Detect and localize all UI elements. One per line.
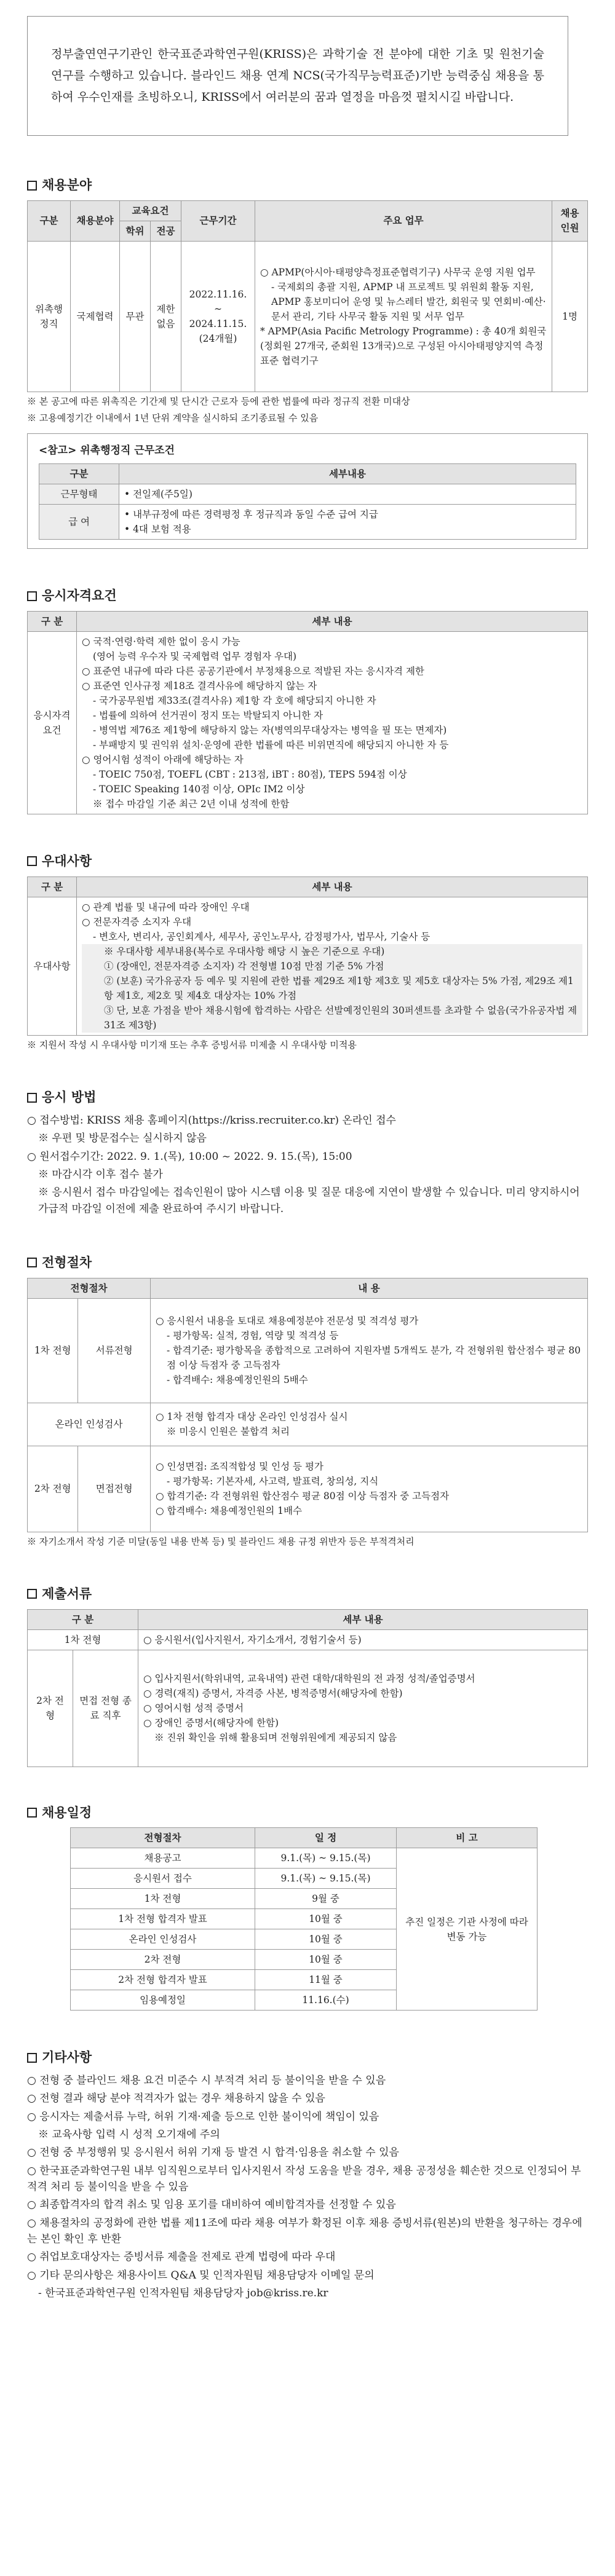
qualify-item: - 국가공무원법 제33조(결격사유) 제1항 각 호에 해당되지 아니한 자	[93, 695, 376, 707]
etc-item: ○ 한국표준과학연구원 내부 임직원으로부터 입사지원서 작성 도움을 받을 경우, 채용 공정성을 훼손한 것으로 인정되어 부적격 처리 등 불이익을 받을 수 있음	[27, 2164, 581, 2193]
section-etc	[27, 2047, 588, 2301]
apply-list	[27, 1113, 588, 1217]
section-title-prefer: 우대사항	[27, 851, 588, 872]
recruit-table	[27, 200, 588, 392]
section-qualify	[27, 586, 588, 814]
process-item: - 평가항목: 기본자세, 사고력, 발표력, 창의성, 지식	[167, 1476, 379, 1487]
qualify-list	[77, 631, 588, 814]
apply-item: ○ 접수방법: KRISS 채용 홈페이지(https://kriss.recruiter.co.kr) 온라인 접수	[27, 1114, 396, 1127]
cell-degree: 무관	[120, 242, 151, 392]
process-table: 전형절차 내 용 1차 전형 서류전형 ○ 응시원서 내용을 토대로 채용예정분야 전문성 및 적격성 평가 - 평가항목: 실적, 경험, 역량 및 적격성 등 - 합격기준: 평가항목을 종합적으로 고려하여 지원자별 5개씩도 분가, 각 전형위원 합산점수 평균 80점 이상 득점자 중 고득점자 - 합격배수: 채용예정인원의 5배수 온라인 인성검사 ○ 1차 전형 합격자 대상 온라인 인성검사 실시 ※ 미응시 인원은 불합격 처리 2차 전형 면접전형 ○ 인성면접: 조직적합성 및 인성 등 평가 - 평가항목: 기본자세, 사고력, 발표력, 창의성, 지식 ○ 합격기준: 각 전형위원 합산점수 평균 80점 이상 득점자 중 고득점자 ○ 합격배수: 채용예정인원의 1배수	[27, 1278, 588, 1532]
docs-item: ※ 진위 확인을 위해 활용되며 전형위원에게 제공되지 않음	[154, 1732, 397, 1744]
etc-item: - 한국표준과학연구원 인적자원팀 채용담당자 job@kriss.re.kr	[38, 2286, 328, 2299]
etc-item: ○ 전형 중 블라인드 채용 요건 미준수 시 부적격 처리 등 불이익을 받을 수 있음	[27, 2074, 386, 2087]
docs-item: ○ 영어시험 성적 증명서	[143, 1703, 244, 1714]
checkbox-square-icon	[27, 181, 37, 191]
prefer-item: ② (보훈) 국가유공자 등 예우 및 지원에 관한 법률 제29조 제1항 제3호 및 제5호 대상자는 5% 가점, 제29조 제1항 제1호, 제2호 및 제4호 대상자는 10% 가점	[82, 974, 582, 1003]
qualify-item: (영어 능력 우수자 및 국제협력 업무 경험자 우대)	[93, 650, 297, 662]
process-stage-1-detail	[151, 1298, 588, 1403]
apply-item: ※ 우편 및 방문접수는 실시하지 않음	[38, 1132, 207, 1145]
recruit-note-1: ※ 본 공고에 따른 위촉직은 기간제 및 단시간 근로자 등에 관한 법률에 따라 정규직 전환 미대상	[27, 396, 410, 407]
prefer-item: ③ 단, 보훈 가점을 받아 채용시험에 합격하는 사람은 선발예정인원의 30퍼센트를 초과할 수 없음(국가유공자법 제31조 제3항)	[82, 1003, 582, 1033]
qualify-table: 구 분 세부 내용 응시자격요건 ○ 국적·연령·학력 제한 없이 응시 가능 (영어 능력 우수자 및 국제협력 업무 경험자 우대) ○ 표준연 내규에 따라 다른 공공기관에서 부정채용으로 적발된 자는 응시자격 제한 ○ 표준연 인사규정 제18조 결격사유에 해당하지 않는 자 - 국가공무원법 제33조(결격사유) 제1항 각 호에 해당되지 아니한 자 - 법률에 의하여 선거권이 정지 또는 박탈되지 아니한 자 - 병역법 제76조 제1항에 해당하지 않는 자(병역의무대상자는 병역을 필 또는 면제자) - 부패방지 및 권익위 설치·운영에 관한 법률에 따른 비위면직에 해당되지 아니한 자 등 ○ 영어시험 성적이 아래에 해당하는 자 - TOEIC 750점, TOEFL (CBT : 213점, iBT : 80점), TEPS 594점 이상 - TOEIC Speaking 140점 이상, OPIc IM2 이상 ※ 접수 마감일 기준 최근 2년 이내 성적에 한함	[27, 611, 588, 814]
prefer-note: ※ 지원서 작성 시 우대사항 미기재 또는 추후 증빙서류 미제출 시 우대사항 미적용	[27, 1039, 357, 1050]
schedule-table: 전형절차 일 정 비 고 채용공고 9.1.(목) ~ 9.15.(목) 추진 일정은 기관 사정에 따라 변동 가능 응시원서 접수 9.1.(목) ~ 9.15.(목) 1차 전형 9월 중 1차 전형 합격자 발표 10월 중 온라인 인성검사 10월 중 2차 전형 10월 중 2차 전형 합격자 발표 11월 중 임용예정일 11.16.(수)	[70, 1827, 538, 2011]
checkbox-square-icon	[27, 1589, 37, 1599]
cell-field: 국제협력	[71, 242, 120, 392]
qualify-item: - 부패방지 및 권익위 설치·운영에 관한 법률에 따른 비위면직에 해당되지 아니한 자 등	[93, 739, 449, 751]
checkbox-square-icon	[27, 1093, 37, 1103]
section-title-docs: 제출서류	[27, 1584, 588, 1604]
th-edu: 교육요건	[120, 200, 181, 221]
section-process	[27, 1253, 588, 1548]
intro-text: 정부출연연구기관인 한국표준과학연구원(KRISS)은 과학기술 전 분야에 대한 기초 및 원천기술 연구를 수행하고 있습니다. 블라인드 채용 연계 NCS(국가직무능력표준)기반 능력중심 채용을 통하여 우수인재를 초빙하오니, KRISS에서 여러분의 꿈과 열정을 마음껏 펼치시길 바랍니다.	[51, 47, 544, 104]
qualify-item: - TOEIC 750점, TOEFL (CBT : 213점, iBT : 80점), TEPS 594점 이상	[93, 769, 407, 781]
ref-title: <참고> 위촉행정직 근무조건	[39, 444, 175, 457]
process-item: ○ 1차 전형 합격자 대상 온라인 인성검사 실시	[156, 1411, 348, 1423]
th-field: 채용분야	[71, 200, 120, 241]
schedule-date: 10월 중	[255, 1909, 397, 1929]
etc-list	[27, 2073, 588, 2301]
section-prefer	[27, 851, 588, 1052]
schedule-date: 11월 중	[255, 1970, 397, 1990]
schedule-stage: 임용예정일	[71, 1990, 255, 2011]
schedule-date: 9.1.(목) ~ 9.15.(목)	[255, 1869, 397, 1889]
apply-item: ○ 원서접수기간: 2022. 9. 1.(목), 10:00 ~ 2022. 9. 15.(목), 15:00	[27, 1150, 352, 1163]
process-online-test-detail	[151, 1403, 588, 1446]
recruit-note-2: ※ 고용예정기간 이내에서 1년 단위 계약을 실시하되 조기종료될 수 있음	[27, 412, 319, 423]
schedule-date: 9.1.(목) ~ 9.15.(목)	[255, 1848, 397, 1869]
section-apply	[27, 1087, 588, 1217]
cell-duty: ○ APMP(아시아·태평양측정표준협력기구) 사무국 운영 지원 업무 - 국제회의 총괄 지원, APMP 내 프로젝트 및 위원회 활동 지원, APMP 홍보미디어 운영 및 뉴스레터 발간, 회원국 및 연회비·예산·문서 관리, 기타 사무국 활동 지원 및 서무 업무 * APMP(Asia Pacific Metrology Programme) : 총 40개 회원국(정회원 27개국, 준회원 13개국)으로 구성된 아시아태평양지역 측정표준 협력기구	[255, 242, 552, 392]
section-title-qualify: 응시자격요건	[27, 586, 588, 606]
prefer-item: ○ 관계 법률 및 내규에 따라 장애인 우대	[82, 901, 250, 913]
schedule-date: 9월 중	[255, 1889, 397, 1909]
schedule-stage: 1차 전형	[71, 1889, 255, 1909]
th-major: 전공	[151, 221, 181, 241]
checkbox-square-icon	[27, 1258, 37, 1267]
section-title-apply: 응시 방법	[27, 1087, 588, 1108]
schedule-remark: 추진 일정은 기관 사정에 따라 변동 가능	[397, 1848, 538, 2011]
th-count: 채용인원	[552, 200, 588, 241]
process-item: ○ 인성면접: 조직적합성 및 인성 등 평가	[156, 1461, 323, 1472]
docs-item: ○ 경력(재직) 증명서, 자격증 사본, 병적증명서(해당자에 한함)	[143, 1688, 403, 1700]
section-recruit	[27, 175, 588, 549]
process-note: ※ 자기소개서 작성 기준 미달(동일 내용 반복 등) 및 블라인드 채용 규정 위반자 등은 부적격처리	[27, 1535, 415, 1547]
prefer-table: 구 분 세부 내용 우대사항 ○ 관계 법률 및 내규에 따라 장애인 우대 ○ 전문자격증 소지자 우대 - 변호사, 변리사, 공인회계사, 세무사, 공인노무사, 감정평가사, 법무사, 기술사 등 ※ 우대사항 세부내용(복수로 우대사항 해당 시 높은 기준으로 우대) ① (장애인, 전문자격증 소지자) 각 전형별 10점 만점 기준 5% 가점 ② (보훈) 국가유공자 등 예우 및 지원에 관한 법률 제29조 제1항 제3호 및 제5호 대상자는 5% 가점, 제29조 제1항 제1호, 제2호 및 제4호 대상자는 10% 가점 ③ 단, 보훈 가점을 받아 채용시험에 합격하는 사람은 선발예정인원의 30퍼센트를 초과할 수 없음(국가유공자법 제31조 제3항)	[27, 876, 588, 1036]
etc-item: ○ 전형 중 부정행위 및 응시원서 허위 기재 등 발견 시 합격·임용을 취소할 수 있음	[27, 2146, 399, 2159]
ref-box	[27, 433, 588, 549]
cell-category: 위촉행정직	[28, 242, 71, 392]
ref-label-1: 급 여	[39, 505, 119, 540]
schedule-stage: 응시원서 접수	[71, 1869, 255, 1889]
qualify-item: ※ 접수 마감일 기준 최근 2년 이내 성적에 한함	[93, 798, 290, 810]
qualify-item: - 병역법 제76조 제1항에 해당하지 않는 자(병역의무대상자는 병역을 필 또는 면제자)	[93, 725, 447, 736]
cell-major: 제한없음	[151, 242, 181, 392]
process-item: - 평가항목: 실적, 경험, 역량 및 적격성 등	[167, 1330, 339, 1341]
prefer-label: 우대사항	[28, 897, 77, 1035]
th-period: 근무기간	[181, 200, 255, 241]
etc-item: ○ 취업보호대상자는 증빙서류 제출을 전제로 관계 법령에 따라 우대	[27, 2251, 336, 2264]
docs-stage-2-detail	[138, 1650, 588, 1767]
prefer-item: ○ 전문자격증 소지자 우대	[82, 916, 192, 928]
section-title-recruit: 채용분야	[27, 175, 588, 195]
apply-item: ※ 응시원서 접수 마감일에는 접속인원이 많아 시스템 이용 및 질문 대응에 지연이 발생할 수 있습니다. 미리 양지하시어 가급적 마감일 이전에 제출 완료하여 주시기 바랍니다.	[38, 1186, 580, 1215]
checkbox-square-icon	[27, 856, 37, 866]
th-duty: 주요 업무	[255, 200, 552, 241]
docs-item: ○ 응시원서(입사지원서, 자기소개서, 경험기술서 등)	[143, 1634, 362, 1645]
qualify-item: ○ 영어시험 성적이 아래에 해당하는 자	[82, 754, 244, 766]
etc-item: ○ 응시자는 제출서류 누락, 허위 기재·제출 등으로 인한 불이익에 책임이 있음	[27, 2110, 379, 2123]
prefer-list	[77, 897, 588, 1035]
schedule-stage: 1차 전형 합격자 발표	[71, 1909, 255, 1929]
section-title-schedule: 채용일정	[27, 1803, 588, 1823]
th-degree: 학위	[120, 221, 151, 241]
etc-item: ○ 전형 결과 해당 분야 적격자가 없는 경우 채용하지 않을 수 있음	[27, 2092, 325, 2105]
etc-item: ○ 기타 문의사항은 채용사이트 Q&A 및 인적자원팀 채용담당자 이메일 문의	[27, 2269, 375, 2282]
section-docs	[27, 1584, 588, 1767]
etc-item: ○ 채용절차의 공정화에 관한 법률 제11조에 따라 채용 여부가 확정된 이후 채용 증빙서류(원본)의 반환을 청구하는 경우에는 본인 확인 후 반환	[27, 2216, 582, 2245]
prefer-item: - 변호사, 변리사, 공인회계사, 세무사, 공인노무사, 감정평가사, 법무사, 기술사 등	[93, 931, 430, 942]
checkbox-square-icon	[27, 1808, 37, 1818]
qualify-item: ○ 국적·연령·학력 제한 없이 응시 가능	[82, 636, 240, 647]
process-item: ○ 합격배수: 채용예정인원의 1배수	[156, 1505, 303, 1517]
section-title-etc: 기타사항	[27, 2047, 588, 2068]
schedule-stage: 온라인 인성검사	[71, 1929, 255, 1950]
section-title-process: 전형절차	[27, 1253, 588, 1273]
schedule-stage: 2차 전형	[71, 1950, 255, 1970]
etc-item: ○ 최종합격자의 합격 취소 및 임용 포기를 대비하여 예비합격자를 선정할 수 있음	[27, 2199, 396, 2212]
docs-table: 구 분 세부 내용 1차 전형 ○ 응시원서(입사지원서, 자기소개서, 경험기술서 등) 2차 전형 면접 전형 종료 직후 ○ 입사지원서(학위내역, 교육내역) 관련 대학/대학원의 전 과정 성적/졸업증명서 ○ 경력(재직) 증명서, 자격증 사본, 병적증명서(해당자에 한함) ○ 영어시험 성적 증명서 ○ 장애인 증명서(해당자에 한함) ※ 진위 확인을 위해 활용되며 전형위원에게 제공되지 않음	[27, 1609, 588, 1767]
qualify-item: - 법률에 의하여 선거권이 정지 또는 박탈되지 아니한 자	[93, 710, 323, 722]
section-schedule	[27, 1803, 588, 2011]
docs-item: ○ 장애인 증명서(해당자에 한함)	[143, 1717, 279, 1729]
qualify-item: ○ 표준연 인사규정 제18조 결격사유에 해당하지 않는 자	[82, 680, 317, 692]
docs-item: ○ 입사지원서(학위내역, 교육내역) 관련 대학/대학원의 전 과정 성적/졸업증명서	[143, 1673, 475, 1685]
checkbox-square-icon	[27, 591, 37, 601]
schedule-date: 11.16.(수)	[255, 1990, 397, 2011]
prefer-item: ① (장애인, 전문자격증 소지자) 각 전형별 10점 만점 기준 5% 가점	[82, 959, 582, 974]
schedule-stage: 2차 전형 합격자 발표	[71, 1970, 255, 1990]
ref-label-0: 근무형태	[39, 484, 119, 505]
docs-stage-1-detail	[138, 1629, 588, 1650]
qualify-item: ○ 표준연 내규에 따라 다른 공공기관에서 부정채용으로 적발된 자는 응시자격 제한	[82, 666, 424, 677]
cell-period: 2022.11.16. ~ 2024.11.15. (24개월)	[181, 242, 255, 392]
qualify-label: 응시자격요건	[28, 631, 77, 814]
qualify-item: - TOEIC Speaking 140점 이상, OPIc IM2 이상	[93, 784, 305, 795]
prefer-item: ※ 우대사항 세부내용(복수로 우대사항 해당 시 높은 기준으로 우대)	[82, 944, 582, 959]
schedule-stage: 채용공고	[71, 1848, 255, 1869]
process-item: ○ 응시원서 내용을 토대로 채용예정분야 전문성 및 적격성 평가	[156, 1315, 419, 1326]
process-item: ○ 합격기준: 각 전형위원 합산점수 평균 80점 이상 득점자 중 고득점자	[156, 1491, 450, 1502]
process-stage-2-detail	[151, 1446, 588, 1532]
process-item: ※ 미응시 인원은 불합격 처리	[167, 1426, 290, 1438]
apply-item: ※ 마감시각 이후 접수 불가	[38, 1168, 163, 1181]
ref-table: 구분 세부내용 근무형태 • 전일제(주5일) 급 여 • 내부규정에 따른 경력평정 후 정규직과 동일 수준 급여 지급 • 4대 보험 적용	[39, 463, 576, 540]
checkbox-square-icon	[27, 2053, 37, 2063]
schedule-date: 10월 중	[255, 1950, 397, 1970]
process-item: - 합격기준: 평가항목을 종합적으로 고려하여 지원자별 5개씩도 분가, 각 전형위원 합산점수 평균 80점 이상 득점자 중 고득점자	[167, 1345, 581, 1371]
schedule-date: 10월 중	[255, 1929, 397, 1950]
th-category: 구분	[28, 200, 71, 241]
intro-box	[27, 16, 568, 136]
process-item: - 합격배수: 채용예정인원의 5배수	[167, 1374, 308, 1386]
etc-item: ※ 교육사항 입력 시 성적 오기재에 주의	[38, 2128, 220, 2141]
cell-count: 1명	[552, 242, 588, 392]
